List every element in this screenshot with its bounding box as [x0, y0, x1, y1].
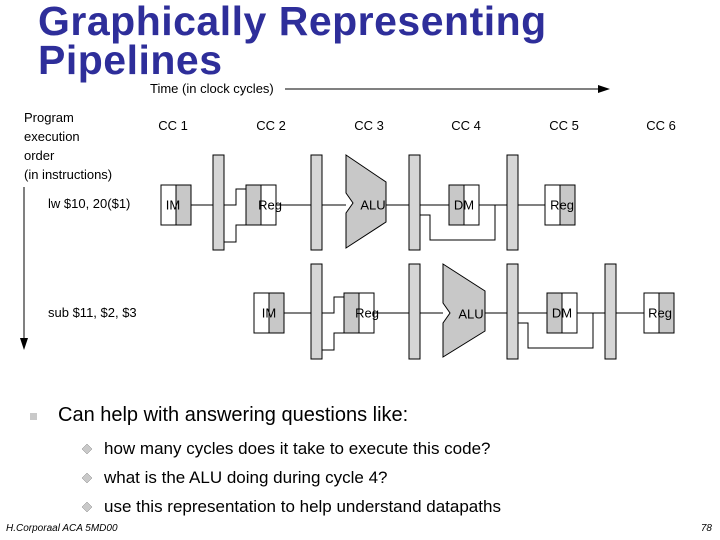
diamond-bullet-icon [82, 473, 92, 483]
stage-label-alu: ALU [360, 197, 386, 213]
question-item: what is the ALU doing during cycle 4? [104, 468, 388, 487]
instruction-label: lw $10, 20($1) [48, 196, 131, 211]
stage-label-reg: Reg [258, 197, 282, 213]
stage-label-im: IM [165, 197, 181, 213]
clock-cycle-label: CC 1 [158, 118, 188, 133]
clock-cycle-label: CC 4 [451, 118, 481, 133]
question-item: use this representation to help understand datapaths [104, 497, 501, 516]
clock-cycle-label: CC 6 [646, 118, 676, 133]
stage-label-dm: DM [453, 197, 475, 213]
order-axis-arrowhead [20, 338, 28, 350]
pipeline-register [311, 264, 322, 359]
order-label-line: Program [24, 110, 74, 125]
instruction-label: sub $11, $2, $3 [48, 305, 137, 320]
pipeline-register [507, 264, 518, 359]
bullet-square-icon [30, 413, 37, 420]
reg-wire [224, 225, 246, 242]
pipeline-register [605, 264, 616, 359]
order-label-line: (in instructions) [24, 167, 113, 182]
time-axis-arrowhead [598, 85, 610, 93]
page-number: 78 [700, 523, 712, 534]
reg-wire [322, 333, 344, 350]
order-label-line: execution [24, 129, 80, 144]
stage-label-reg: Reg [550, 197, 574, 213]
stage-label-reg: Reg [355, 305, 379, 321]
reg-wire [322, 297, 344, 313]
pipeline-register [311, 155, 322, 250]
order-label-line: order [24, 148, 55, 163]
title-line-1: Graphically Representing [38, 0, 547, 44]
diamond-bullet-icon [82, 444, 92, 454]
time-axis-label: Time (in clock cycles) [150, 81, 274, 96]
stage-label-reg: Reg [648, 305, 672, 321]
stage-label-dm: DM [551, 305, 573, 321]
clock-cycle-label: CC 2 [256, 118, 286, 133]
pipeline-register [409, 155, 420, 250]
pipeline-register [213, 155, 224, 250]
clock-cycle-label: CC 5 [549, 118, 579, 133]
reg-wire [224, 189, 246, 205]
pipeline-register [409, 264, 420, 359]
pipeline-register [507, 155, 518, 250]
clock-cycle-label: CC 3 [354, 118, 384, 133]
stage-label-im: IM [261, 305, 277, 321]
footer-author: H.Corporaal ACA 5MD00 [6, 523, 118, 534]
question-item: how many cycles does it take to execute this code? [104, 439, 491, 458]
diamond-bullet-icon [82, 502, 92, 512]
section-heading: Can help with answering questions like: [58, 404, 409, 426]
stage-label-alu: ALU [458, 306, 484, 322]
title-line-2: Pipelines [38, 37, 223, 83]
